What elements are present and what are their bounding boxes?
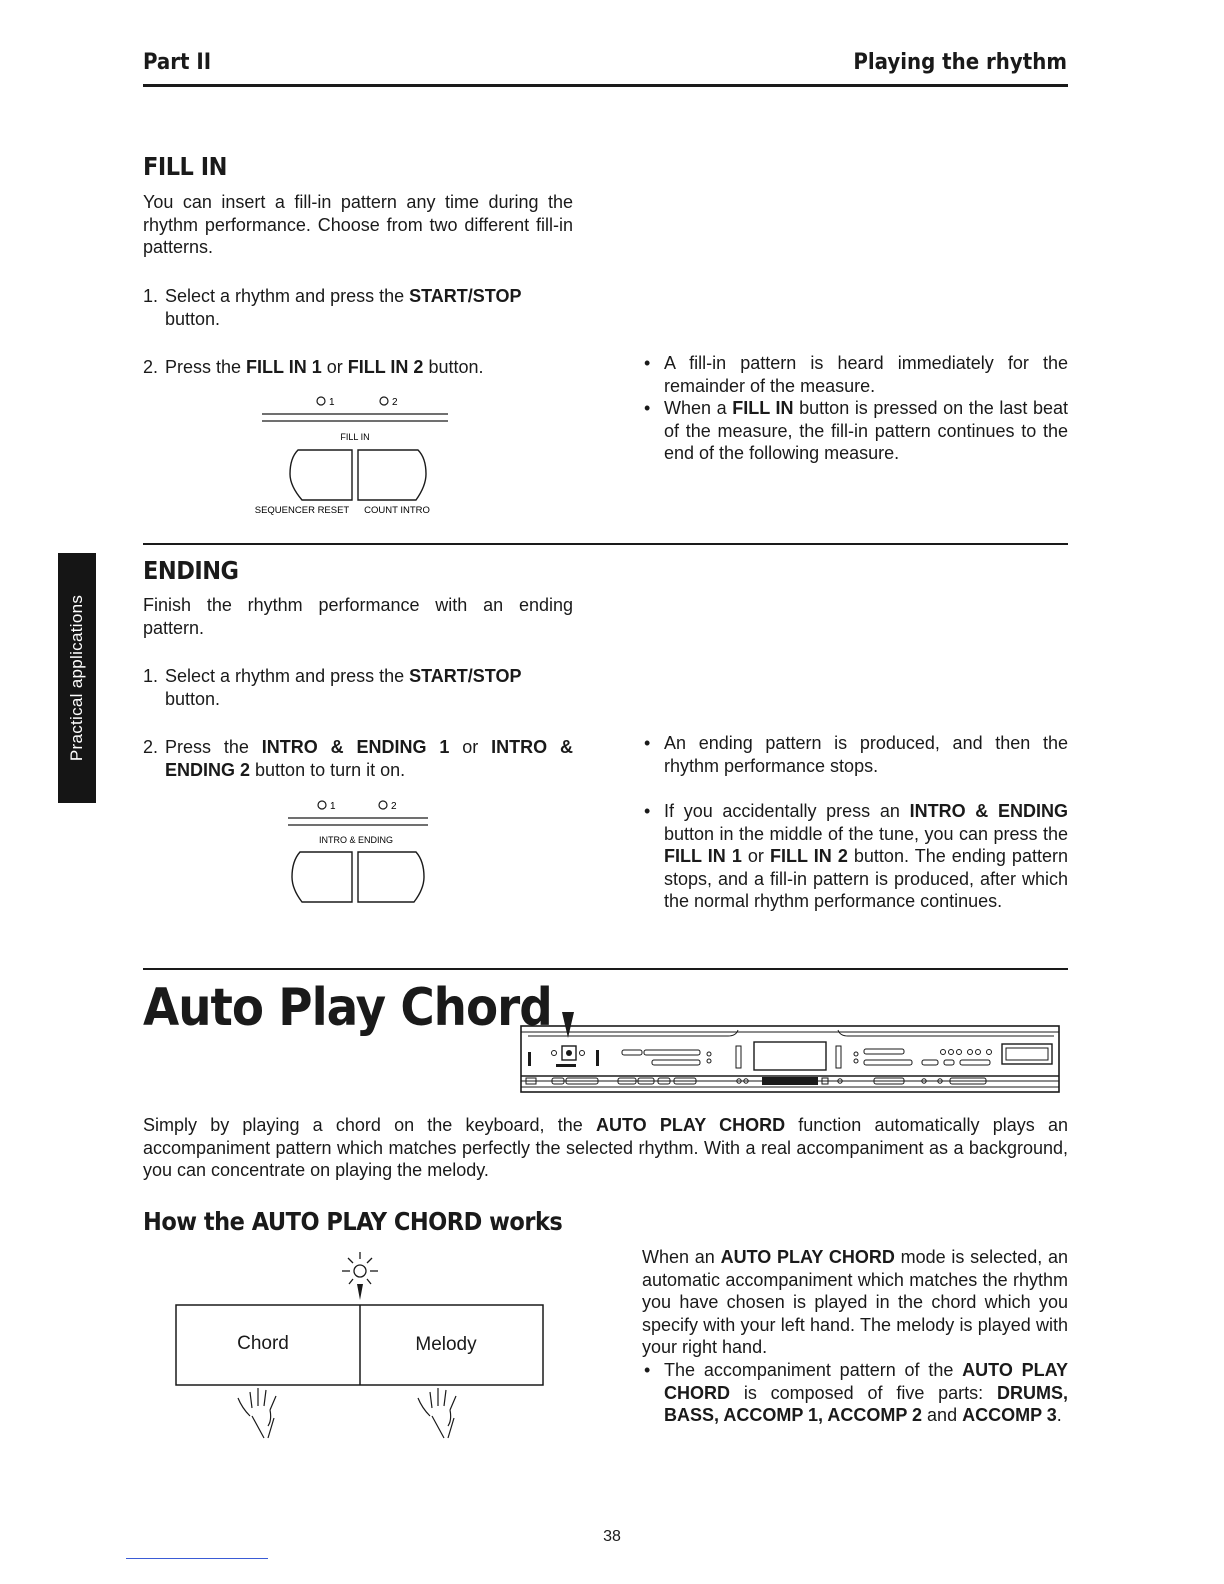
display-screen xyxy=(754,1042,826,1070)
section-divider xyxy=(143,968,1068,970)
how-it-works-title: How the AUTO PLAY CHORD works xyxy=(143,1207,563,1236)
ending-note-2: • If you accidentally press an INTRO & ENDING button in the middle of the tune, you can press the FILL IN 1 or FILL IN 2 button. The ending pattern stops, and a fill-in pattern is produced, after which the normal rhythm performance continues. xyxy=(644,800,1068,913)
step-number: 2. xyxy=(143,357,159,377)
arrow-down-icon xyxy=(562,1012,574,1038)
fill-in-button-diagram xyxy=(250,390,460,520)
fill-in-intro: You can insert a fill-in pattern any time during the rhythm performance. Choose from two different fill-in patterns. xyxy=(143,192,573,257)
auto-play-chord-parts-note: • The accompaniment pattern of the AUTO PLAY CHORD is composed of five parts: DRUMS, BASS, ACCOMP 1, ACCOMP 2 and ACCOMP 3. xyxy=(644,1359,1068,1427)
keyboard-split-diagram xyxy=(172,1248,552,1448)
auto-play-chord-intro: Simply by playing a chord on the keyboard, the AUTO PLAY CHORD function automatically plays an accompaniment pattern which matches perfectly the selected rhythm. With a real accompaniment as a background, you can concentrate on playing the melody. xyxy=(143,1115,1068,1180)
fill-in-note-2: • When a FILL IN button is pressed on the last beat of the measure, the fill-in pattern continues to the end of the following measure. xyxy=(644,397,1068,465)
led-2-icon xyxy=(379,801,387,809)
fill-in-note-1: • A fill-in pattern is heard immediately for the remainder of the measure. xyxy=(644,352,1068,397)
page-number: 38 xyxy=(603,1528,621,1545)
sequencer-reset-caption: SEQUENCER RESET xyxy=(254,505,350,516)
header-part: Part II xyxy=(143,50,212,75)
fill-in-2-button[interactable] xyxy=(358,450,426,500)
led-1-icon xyxy=(317,397,325,405)
led-1-label: 1 xyxy=(330,801,336,812)
side-tab xyxy=(58,553,96,803)
auto-play-chord-title: Auto Play Chord xyxy=(143,978,552,1038)
ending-step-1: 1. Select a rhythm and press the START/STOP button. xyxy=(143,666,522,709)
ending-step-2: 2. Press the INTRO & ENDING 1 or INTRO & ENDING 2 button to turn it on. xyxy=(143,737,573,780)
right-hand-icon xyxy=(418,1388,456,1438)
ending-note-1: • An ending pattern is produced, and then the rhythm performance stops. xyxy=(644,732,1068,777)
header-rule xyxy=(143,84,1068,87)
arrow-down-icon xyxy=(357,1284,363,1300)
intro-ending-panel-label: INTRO & ENDING xyxy=(318,835,394,845)
fill-in-panel-label: FILL IN xyxy=(340,432,370,442)
step-number: 1. xyxy=(143,286,159,306)
led-1-icon xyxy=(318,801,326,809)
intro-ending-1-button[interactable] xyxy=(292,852,352,902)
intro-ending-button-diagram xyxy=(280,793,440,911)
intro-ending-2-button[interactable] xyxy=(358,852,424,902)
melody-zone-label: Melody xyxy=(415,1334,477,1355)
count-intro-caption: COUNT INTRO xyxy=(364,505,430,516)
fill-in-1-button[interactable] xyxy=(290,450,352,500)
side-tab-label: Practical applications xyxy=(67,594,86,762)
header-section: Playing the rhythm xyxy=(853,50,1067,75)
step-number: 2. xyxy=(143,737,159,757)
led-2-icon xyxy=(380,397,388,405)
fill-in-title: FILL IN xyxy=(143,152,227,181)
ending-intro: Finish the rhythm performance with an ending pattern. xyxy=(143,595,573,638)
fill-in-step-2: 2. Press the FILL IN 1 or FILL IN 2 button. xyxy=(143,357,484,377)
auto-play-chord-explanation: When an AUTO PLAY CHORD mode is selected, an automatic accompaniment which matches the rhythm you have chosen is played in the chord which you specify with your left hand. The melody is played with your right hand. xyxy=(642,1247,1068,1357)
left-hand-icon xyxy=(238,1388,276,1438)
section-divider xyxy=(143,543,1068,545)
led-2-label: 2 xyxy=(391,801,397,812)
led-2-label: 2 xyxy=(392,397,398,408)
footer-line xyxy=(126,1558,268,1559)
light-bulb-icon xyxy=(342,1252,378,1284)
step-number: 1. xyxy=(143,666,159,686)
led-1-label: 1 xyxy=(329,397,335,408)
control-panel-illustration xyxy=(518,1012,1064,1094)
chord-zone-label: Chord xyxy=(237,1333,289,1354)
fill-in-step-1: 1. Select a rhythm and press the START/STOP button. xyxy=(143,286,522,329)
ending-title: ENDING xyxy=(143,556,239,585)
